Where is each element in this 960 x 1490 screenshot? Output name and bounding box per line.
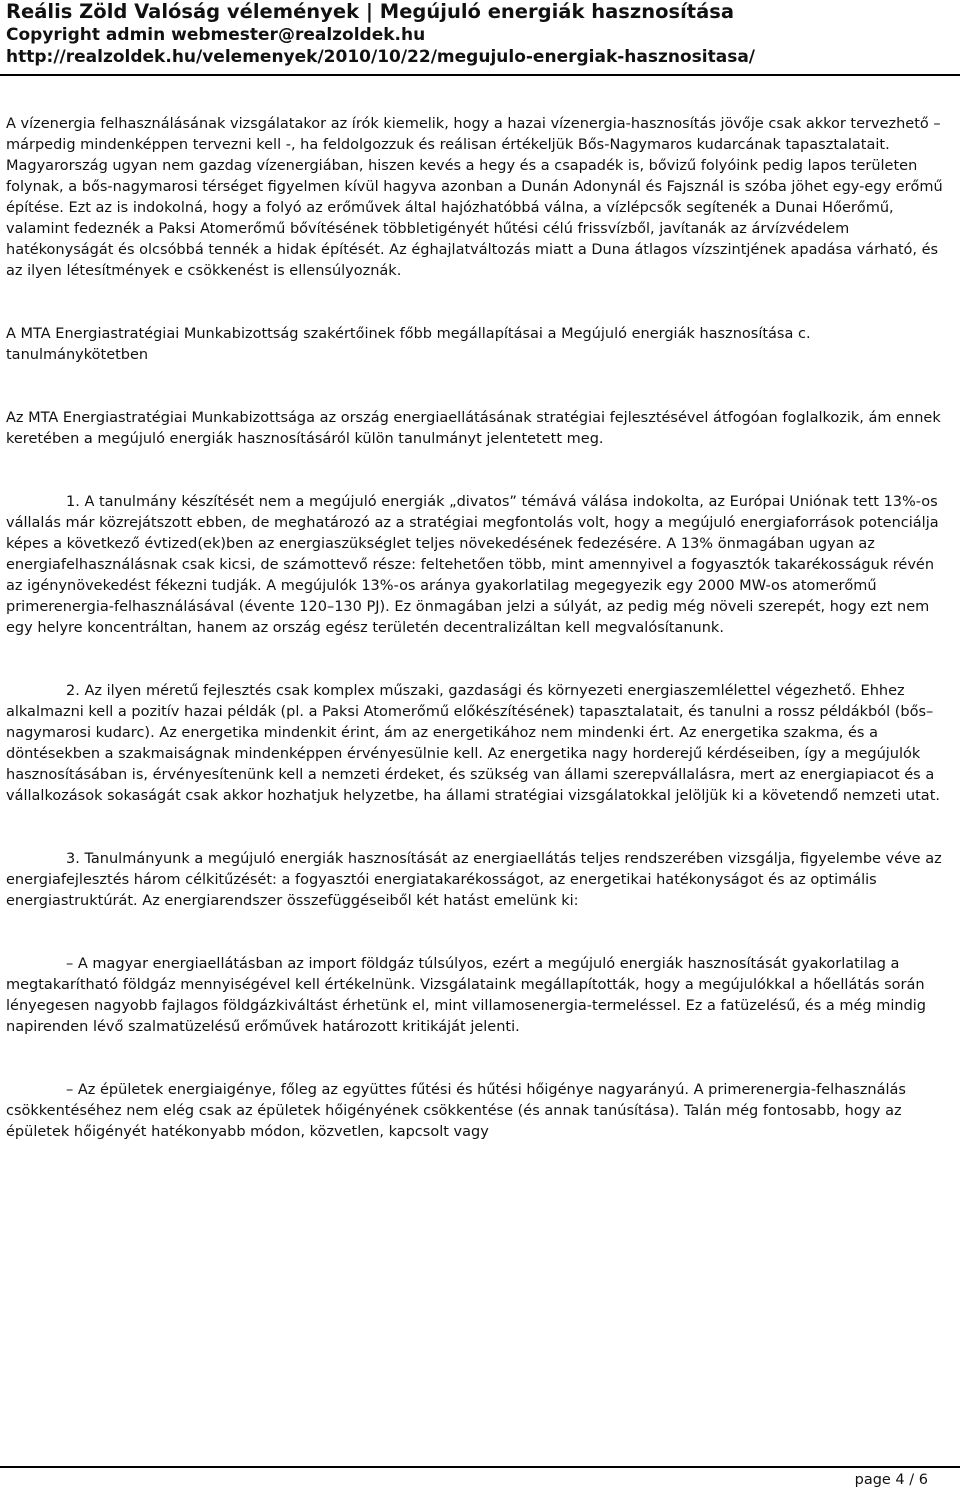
paragraph-mta-heading: A MTA Energiastratégiai Munkabizottság szakértőinek főbb megállapításai a Megújuló energiák hasznosítása c. tanulmánykötetben xyxy=(6,326,811,363)
paragraph-mta-intro: Az MTA Energiastratégiai Munkabizottsága az ország energiaellátásának stratégiai fejlesztésével átfogóan foglalkozik, ám ennek keretében a megújuló energiák hasznosításáról külön tanulmányt jelentetett meg. xyxy=(6,410,941,447)
site-title: Reális Zöld Valóság vélemények | Megújuló energiák hasznosítása xyxy=(6,0,735,23)
paragraph-point-3: 3. Tanulmányunk a megújuló energiák hasznosítását az energiaellátás teljes rendszerében vizsgálja, figyelembe véve az energiafejlesztés három célkitűzését: a fogyasztói energiatakarékosságot, az energetikai hatékonyságot és az optimális energiastruktúrát. Az energiarendszer összefüggéseiből két hatást emelünk ki: xyxy=(6,851,942,909)
paragraph-dash-gas: – A magyar energiaellátásban az import földgáz túlsúlyos, ezért a megújuló energiák hasznosítását gyakorlatilag a megtakarítható földgáz mennyiségével kell értékelnünk. Vizsgálataink megállapították, hogy a megújulókkal a hőellátás során lényegesen nagyobb fajlagos földgázkiváltást érhetünk el, mint villamosenergia-termeléssel. Ez a fatüzelésű, és a még mindig napirenden lévő szalmatüzelésű erőművek határozott kritikáját jelenti. xyxy=(6,956,927,1035)
page-number: page 4 / 6 xyxy=(854,1472,928,1488)
paragraph-point-2: 2. Az ilyen méretű fejlesztés csak komplex műszaki, gazdasági és környezeti energiaszemlélettel végezhető. Ehhez alkalmazni kell a pozitív hazai példák (pl. a Paksi Atomerőmű előkészítésének) tapasztalatait, és tanulni a rossz példákból (bős–nagymarosi kudarc). Az energetika mindenkit érint, ám az energetikához nem mindenki ért. Az energetika szakma, és a döntésekben a szakmaiságnak mindenképpen érvényesülnie kell. Az energetika nagy horderejű kérdéseiben, így a megújulók hasznosításában is, érvényesítenünk kell a nemzeti érdeket, és szükség van állami szerepvállalásra, mert az energiapiacot és a vállalkozások sokaságát csak akkor hozhatjuk helyzetbe, ha állami stratégiai vizsgálatokkal jelöljük ki a követendő nemzeti utat. xyxy=(6,683,940,804)
article-body xyxy=(6,114,952,1143)
header-divider xyxy=(0,74,960,76)
footer-divider xyxy=(0,1466,960,1468)
paragraph-hydro: A vízenergia felhasználásának vizsgálatakor az írók kiemelik, hogy a hazai vízenergia-hasznosítás jövője csak akkor tervezhető – márpedig mindenképpen tervezni kell -, ha feldolgozzuk és reálisan értékeljük Bős-Nagymaros kudarcának tapasztalatait. Magyarország ugyan nem gazdag vízenergiában, hiszen kevés a hegy és a csapadék is, bővizű folyóink pedig lapos területen folynak, a bős-nagymarosi térséget figyelmen kívül hagyva azonban a Dunán Adonynál és Fajsznál is szóba jöhet egy-egy erőmű építése. Ezt az is indokolná, hogy a folyó az erőművek által hajózhatóbbá válna, a vízlépcsők segítenék a Dunai Hőerőmű, valamint fedeznék a Paksi Atomerőmű bővítésének többletigényét hűtési célú frissvízből, javítanák az árvízvédelem hatékonyságát és olcsóbbá tennék a hidak építését. Az éghajlatváltozás miatt a Duna átlagos vízszintjének apadása várható, és az ilyen létesítmények e csökkenést is ellensúlyoznák. xyxy=(6,116,943,279)
copyright-line: Copyright admin webmester@realzoldek.hu xyxy=(6,25,426,45)
paragraph-point-1: 1. A tanulmány készítését nem a megújuló energiák „divatos” témává válása indokolta, az Európai Uniónak tett 13%-os vállalás már közrejátszott ebben, de meghatározó az a stratégiai megfontolás volt, hogy a megújuló energiaforrások potenciálja képes a következő évtized(ek)ben az energiaszükséglet teljes növekedésének fedezésére. A 13% önmagában ugyan az energiafelhasználásnak csak kicsi, de számottevő része: feltehetően több, mint amennyivel a fogyasztók takarékosságuk révén az igénynövekedést fékezni tudják. A megújulók 13%-os aránya gyakorlatilag megegyezik egy 2000 MW-os atomerőmű primerenergia-felhasználásával (évente 120–130 PJ). Ez önmagában jelzi a súlyát, az pedig még növeli szerepét, hogy ezt nem egy helyre koncentráltan, hanem az ország egész területén decentralizáltan kell megvalósítanunk. xyxy=(6,494,939,636)
article-url[interactable]: http://realzoldek.hu/velemenyek/2010/10/22/megujulo-energiak-hasznositasa/ xyxy=(6,47,756,67)
paragraph-dash-buildings: – Az épületek energiaigénye, főleg az együttes fűtési és hűtési hőigénye nagyarányú. A primerenergia-felhasználás csökkentéséhez nem elég csak az épületek hőigényének csökkentése (és annak tanúsítása). Talán még fontosabb, hogy az épületek hőigényét hatékonyabb módon, közvetlen, kapcsolt vagy xyxy=(6,1082,906,1140)
page-header xyxy=(6,0,956,68)
